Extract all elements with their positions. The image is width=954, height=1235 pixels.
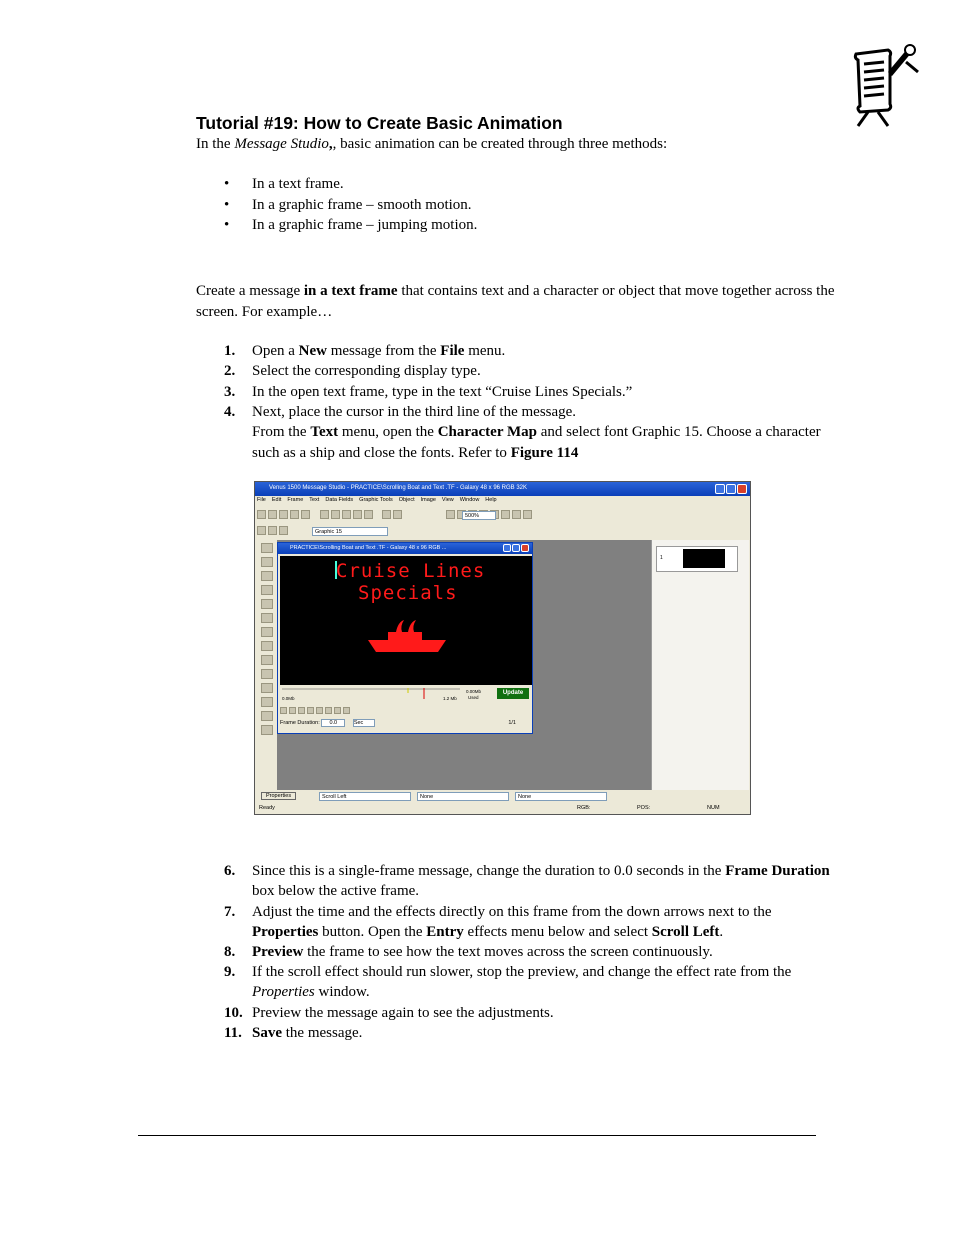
toolbar-main: [257, 508, 748, 522]
led-text-line-2: Specials: [358, 582, 458, 604]
effects-bar: [257, 792, 748, 802]
menu-frame[interactable]: Frame: [287, 497, 304, 503]
frame-list-panel: [651, 540, 749, 790]
close-icon[interactable]: [737, 484, 747, 494]
middle-effect-select[interactable]: None: [417, 792, 509, 801]
menu-window[interactable]: Window: [459, 497, 480, 503]
time-icon[interactable]: [261, 627, 273, 637]
frame-duration-label: Frame Duration:: [280, 720, 320, 726]
text-frame-icon[interactable]: [257, 526, 266, 535]
playback-controls: [280, 705, 532, 716]
exit-effect-select[interactable]: None: [515, 792, 607, 801]
open-icon[interactable]: [268, 510, 277, 519]
status-ready: Ready: [259, 805, 275, 811]
frame-thumbnail[interactable]: [656, 546, 738, 572]
minimize-icon[interactable]: [715, 484, 725, 494]
first-frame-icon[interactable]: [316, 707, 323, 714]
paste-icon[interactable]: [342, 510, 351, 519]
save-all-icon[interactable]: [290, 510, 299, 519]
zoom-select[interactable]: 500%: [462, 511, 496, 520]
intro-paragraph: In the Message Studio,, basic animation can be created through three methods:: [196, 136, 668, 152]
delete-frame-icon[interactable]: [279, 526, 288, 535]
led-text-line-1: Cruise Lines: [336, 560, 486, 582]
frame-window-title-bar: [278, 543, 532, 554]
menu-image[interactable]: Image: [420, 497, 436, 503]
menu-bar: [257, 497, 503, 506]
help-icon[interactable]: [523, 510, 532, 519]
new-icon[interactable]: [257, 510, 266, 519]
frame-window-title: PRACTICE\Scrolling Boat and Text .TF - Galaxy 48 x 96 RGB ...: [290, 545, 447, 551]
font-select[interactable]: Graphic 15: [312, 527, 388, 536]
entry-effect-select[interactable]: Scroll Left: [319, 792, 411, 801]
ship-icon: [368, 620, 446, 654]
align-left-icon[interactable]: [446, 510, 455, 519]
step-item: 8. Preview the frame to see how the text moves across the screen continuously.: [224, 944, 713, 960]
step-item: 9. If the scroll effect should run slower, stop the preview, and change the effect rate from the Properties window.: [224, 964, 792, 1001]
frame-thumbnail-preview: [683, 549, 725, 568]
date-icon[interactable]: [261, 613, 273, 623]
frame-minimize-icon[interactable]: [503, 544, 511, 552]
prev-frame-icon[interactable]: [325, 707, 332, 714]
pointer-icon[interactable]: [261, 543, 273, 553]
menu-file[interactable]: File: [257, 497, 266, 503]
app-title: Venus 1500 Message Studio - PRACTICE\Scrolling Boat and Text .TF - Galaxy 48 x 96 RGB 32K: [269, 485, 528, 491]
pause-icon[interactable]: [307, 707, 314, 714]
menu-edit[interactable]: Edit: [271, 497, 282, 503]
preview-icon[interactable]: [512, 510, 521, 519]
print-icon[interactable]: [301, 510, 310, 519]
update-button[interactable]: Update: [497, 688, 529, 699]
undo-icon[interactable]: [353, 510, 362, 519]
copy-icon[interactable]: [331, 510, 340, 519]
frame-duration-row: [280, 719, 516, 727]
line-icon[interactable]: [261, 669, 273, 679]
last-frame-icon[interactable]: [343, 707, 350, 714]
step-item: 2. Select the corresponding display type.: [224, 363, 481, 379]
memory-timeline: [280, 687, 532, 703]
status-bar: [257, 804, 748, 813]
calendar-icon[interactable]: [261, 641, 273, 651]
memory-used-label: Used: [468, 695, 479, 700]
menu-text[interactable]: Text: [309, 497, 320, 503]
menu-graphic-tools[interactable]: Graphic Tools: [359, 497, 393, 503]
menu-help[interactable]: Help: [485, 497, 497, 503]
stop-icon[interactable]: [298, 707, 305, 714]
memory-max-label: 1.2 Mb: [443, 696, 457, 701]
redo-icon[interactable]: [364, 510, 373, 519]
status-rgb: RGB:: [577, 805, 591, 811]
next-frame-icon[interactable]: [334, 707, 341, 714]
tool-d-icon[interactable]: [261, 599, 273, 609]
zoom-in-icon[interactable]: [382, 510, 391, 519]
tool-c-icon[interactable]: [261, 585, 273, 595]
frame-duration-input[interactable]: 0.0: [321, 719, 345, 727]
tutorial-scroll-logo-icon: [848, 42, 920, 128]
intro-rest: , basic animation can be created through three methods:: [332, 136, 668, 152]
frame-maximize-icon[interactable]: [512, 544, 520, 552]
pen-icon[interactable]: [261, 683, 273, 693]
properties-button[interactable]: Properties: [261, 792, 296, 800]
save-icon[interactable]: [279, 510, 288, 519]
dropper-icon[interactable]: [261, 725, 273, 735]
menu-object[interactable]: Object: [398, 497, 415, 503]
step-item: 10. Preview the message again to see the adjustments.: [224, 1005, 554, 1021]
play-icon[interactable]: [280, 707, 287, 714]
fill-icon[interactable]: [261, 697, 273, 707]
step-item: 6. Since this is a single-frame message, change the duration to 0.0 seconds in the Frame Duration box below the active frame.: [224, 863, 830, 900]
maximize-icon[interactable]: [726, 484, 736, 494]
play-frame-icon[interactable]: [289, 707, 296, 714]
frame-count: 1/1: [508, 720, 516, 726]
footer-rule: [138, 1135, 816, 1136]
memory-used-value: 0.00Mb: [466, 689, 482, 694]
frame-thumbnail-index: 1: [660, 555, 663, 561]
step-item: 11. Save the message.: [224, 1025, 363, 1041]
body-paragraph: Create a message in a text frame that contains text and a character or object that move together across the screen. For example…: [196, 283, 835, 320]
menu-data-fields[interactable]: Data Fields: [325, 497, 354, 503]
text-frame-window: [277, 542, 533, 734]
led-display-canvas[interactable]: [280, 556, 532, 685]
memory-min-label: 0.0Mb: [282, 696, 295, 701]
status-num: NUM: [707, 805, 720, 811]
frame-close-icon[interactable]: [521, 544, 529, 552]
page-title: Tutorial #19: How to Create Basic Animation: [196, 113, 563, 133]
temp-icon[interactable]: [261, 655, 273, 665]
cut-icon[interactable]: [320, 510, 329, 519]
menu-view[interactable]: View: [441, 497, 454, 503]
step-item: 7. Adjust the time and the effects directly on this frame from the down arrows next to the Properties button. Open the Entry effects menu below and select Scroll Left.: [224, 904, 772, 941]
step-item: 4. Next, place the cursor in the third line of the message. From the Text menu, open the Character Map and select font Graphic 15. Choose a character such as a ship and close the fonts. Refer to Figure 114: [224, 404, 821, 461]
app-title-bar: [255, 482, 750, 496]
zoom-out-icon[interactable]: [393, 510, 402, 519]
spray-icon[interactable]: [261, 711, 273, 721]
status-pos: POS:: [637, 805, 651, 811]
step-item: 3. In the open text frame, type in the text “Cruise Lines Specials.”: [224, 384, 633, 400]
tool-a-icon[interactable]: [261, 557, 273, 567]
message-studio-screenshot: [254, 481, 751, 815]
align-bottom-icon[interactable]: [501, 510, 510, 519]
step-item: 1. Open a New message from the File menu.: [224, 343, 506, 359]
tool-palette: [257, 539, 277, 789]
graphic-frame-icon[interactable]: [268, 526, 277, 535]
tool-b-icon[interactable]: [261, 571, 273, 581]
duration-unit-select[interactable]: Sec: [353, 719, 375, 727]
